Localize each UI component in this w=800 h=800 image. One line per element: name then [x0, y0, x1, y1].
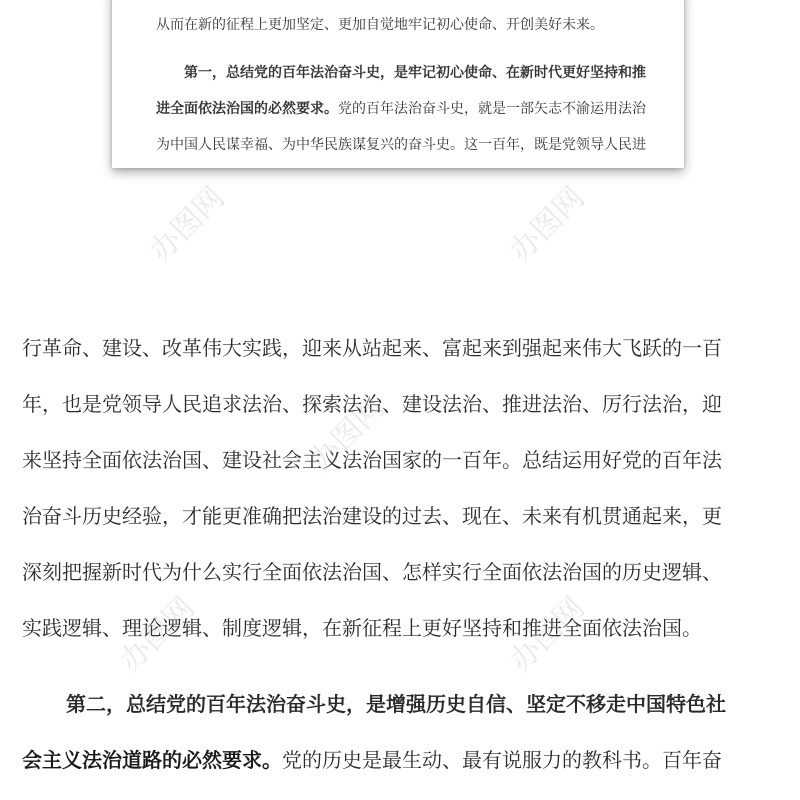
body-line-5: 深刻把握新时代为什么实行全面依法治国、怎样实行全面依法治国的历史逻辑、 — [22, 560, 722, 584]
preview-line-5: 为中国人民谋幸福、为中华民族谋复兴的奋斗史。这一百年，既是党领导人民进 — [156, 137, 646, 153]
watermark-5: 办图网 — [503, 590, 592, 679]
body-line-8 — [22, 748, 722, 772]
body-line-6: 实践逻辑、理论逻辑、制度逻辑，在新征程上更好坚持和推进全面依法治国。 — [22, 616, 702, 640]
preview-heading-1: 第一，总结党的百年法治奋斗史，是牢记初心使命、在新时代更好坚持和推 — [184, 65, 646, 81]
body-line-1: 行革命、建设、改革伟大实践，迎来从站起来、富起来到强起来伟大飞跃的一百 — [22, 336, 722, 360]
body-line-4: 治奋斗历史经验，才能更准确把法治建设的过去、现在、未来有机贯通起来，更 — [22, 504, 722, 528]
watermark-1: 办图网 — [143, 180, 232, 269]
watermark-4: 办图网 — [113, 590, 202, 679]
section-two-heading-end: 会主义法治道路的必然要求。 — [22, 748, 282, 772]
preview-line-2: 从而在新的征程上更加坚定、更加自觉地牢记初心使命、开创美好未来。 — [156, 17, 604, 33]
body-line-8-rest: 党的历史是最生动、最有说服力的教科书。百年奋 — [282, 748, 722, 772]
watermark-3: 办图网 — [303, 390, 392, 479]
preview-line-4 — [156, 102, 656, 116]
body-line-3: 来坚持全面依法治国、建设社会主义法治国家的一百年。总结运用好党的百年法 — [22, 448, 722, 472]
section-two-heading: 第二，总结党的百年法治奋斗史，是增强历史自信、坚定不移走中国特色社 — [66, 692, 726, 716]
document-preview-card[interactable] — [112, 0, 684, 168]
preview-heading-1-end: 进全面依法治国的必然要求。 — [156, 101, 338, 117]
preview-line-4-rest: 党的百年法治奋斗史，就是一部矢志不渝运用法治 — [338, 101, 646, 117]
body-line-2: 年，也是党领导人民追求法治、探索法治、建设法治、推进法治、厉行法治，迎 — [22, 392, 722, 416]
watermark-2: 办图网 — [503, 180, 592, 269]
